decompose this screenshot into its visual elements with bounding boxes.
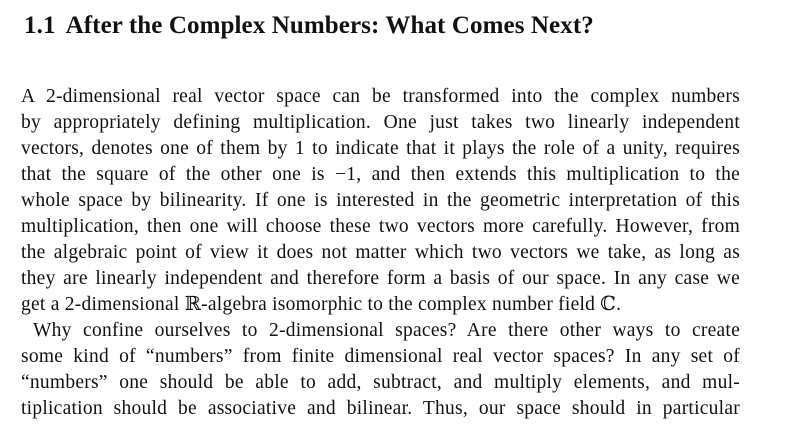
text-line: by appropriately defining multiplication. One just takes two linearly independent — [21, 112, 740, 133]
text-line: get a 2-dimensional ℝ-algebra isomorphic to the complex number field ℂ. — [21, 294, 622, 315]
section-title: After the Complex Numbers: What Comes Next? — [65, 12, 594, 39]
text-line: some kind of “numbers” from finite dimensional real vector spaces? In any set of — [21, 346, 740, 367]
text-line: multiplication, then one will choose these two vectors more carefully. However, from — [21, 216, 740, 237]
text-line: the algebraic point of view it does not matter which two vectors we take, as long as — [21, 242, 740, 263]
text-line: tiplication should be associative and bilinear. Thus, our space should in particular — [21, 398, 740, 419]
text-line: A 2-dimensional real vector space can be transformed into the complex numbers — [21, 86, 740, 107]
section-number: 1.1 — [24, 12, 56, 39]
text-line: “numbers” one should be able to add, subtract, and multiply elements, and mul- — [21, 372, 740, 393]
text-line: whole space by bilinearity. If one is interested in the geometric interpretation of this — [21, 190, 740, 211]
section-heading — [24, 10, 594, 42]
text-line: Why confine ourselves to 2-dimensional spaces? Are there other ways to create — [33, 320, 740, 341]
text-line: they are linearly independent and therefore form a basis of our space. In any case we — [21, 268, 740, 289]
text-line: that the square of the other one is −1, and then extends this multiplication to the — [21, 164, 740, 185]
text-line: vectors, denotes one of them by 1 to indicate that it plays the role of a unity, requires — [21, 138, 740, 159]
